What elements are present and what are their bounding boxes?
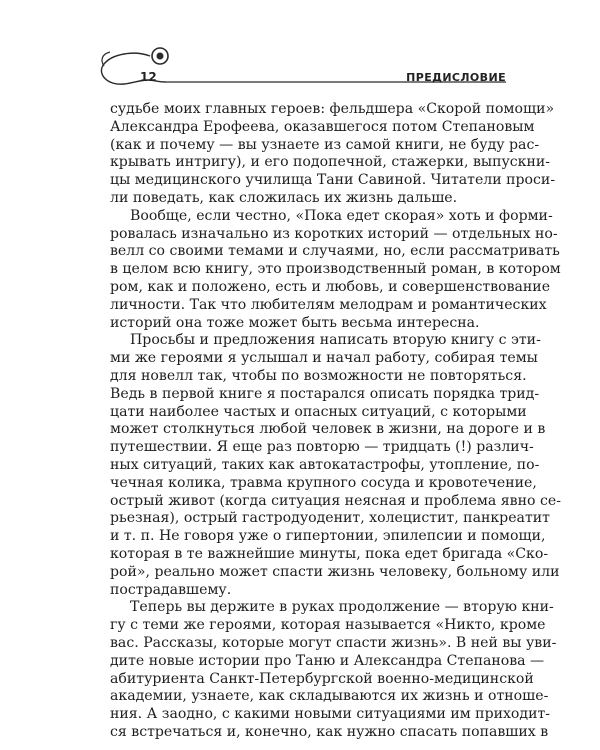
text-line: Ведь в первой книге я постарался описать порядка трид-: [110, 385, 540, 402]
text-line: для новелл так, чтобы по возможности не повторяться.: [110, 367, 527, 384]
text-line: велл со своими темами и случаями, но, если рассматривать: [110, 243, 560, 260]
text-line: абитуриента Санкт-Петербургской военно-медицинской: [110, 670, 534, 687]
text-line: чечная колика, травма крупного сосуда и кровотечение,: [110, 474, 537, 491]
page-header: [0, 0, 600, 100]
text-line: ных ситуаций, таких как автокатастрофы, утопление, по-: [110, 456, 540, 473]
text-line: ния. А заодно, с какими новыми ситуациями им приходит-: [110, 706, 551, 723]
paragraph: [110, 207, 561, 333]
text-line: цати наиболее частых и опасных ситуаций, с которыми: [110, 403, 527, 420]
text-line: цы медицинского училища Тани Савиной. Читатели проси-: [110, 172, 556, 189]
text-line: Теперь вы держите в руках продолжение — вторую кни-: [130, 599, 554, 616]
text-line: ся встречаться и, конечно, как нужно спасать попавших в: [110, 723, 549, 740]
text-line: (как и почему — вы узнаете из самой книги, не буду рас-: [110, 136, 540, 153]
text-line: гу с теми же героями, которая называется «Никто, кроме: [110, 617, 546, 634]
text-line: острый живот (когда ситуация неясная и проблема явно се-: [110, 492, 561, 509]
page-number: 12: [140, 70, 157, 84]
paragraph: [110, 599, 557, 741]
text-line: дите новые истории про Таню и Александра Степанова —: [110, 652, 545, 669]
text-line: рьезная), острый гастродуоденит, холецистит, панкреатит: [110, 510, 550, 527]
text-line: которая в те важнейшие минуты, пока едет бригада «Ско-: [110, 545, 549, 562]
text-line: Александра Ерофеева, оказавшегося потом Степановым: [110, 118, 535, 135]
text-line: академии, узнаете, как складываются их жизнь и отноше-: [110, 688, 549, 705]
stethoscope-icon: [0, 0, 600, 100]
text-line: путешествии. Я еще раз повторю — тридцать (!) различ-: [110, 439, 534, 456]
text-line: Вообще, если честно, «Пока едет скорая» хоть и форми-: [130, 207, 553, 224]
text-line: судьбе моих главных героев: фельдшера «Скорой помощи»: [110, 101, 555, 117]
text-line: ром, как и положено, есть и любовь, и совершенствование: [110, 278, 551, 295]
paragraph: [110, 332, 561, 599]
text-line: личности. Так что любителям мелодрам и романтических: [110, 296, 547, 313]
paragraph: [110, 101, 556, 208]
text-line: в целом всю книгу, это производственный роман, в котором: [110, 261, 561, 278]
running-title: ПРЕДИСЛОВИЕ: [406, 71, 506, 84]
text-line: Просьбы и предложения написать вторую книгу с эти-: [130, 332, 541, 349]
text-line: ровалась изначально из коротких историй — отдельных но-: [110, 225, 558, 242]
text-line: историй она тоже может быть весьма интересна.: [110, 314, 480, 331]
body-text: [110, 101, 561, 742]
text-line: крывать интригу), и его подопечной, стажерки, выпускни-: [110, 154, 551, 171]
text-line: рой», реально может спасти жизнь человеку, больному или: [110, 563, 560, 580]
text-line: ми же героями я услышал и начал работу, собирая темы: [110, 350, 538, 367]
text-line: ли поведать, как сложилась их жизнь дальше.: [110, 189, 458, 206]
text-line: и т. п. Не говоря уже о гипертонии, эпилепсии и помощи,: [110, 528, 546, 545]
text-line: может столкнуться любой человек в жизни, на дороге и в: [110, 421, 546, 438]
text-line: вас. Рассказы, которые могут спасти жизнь». В ней вы уви-: [110, 634, 557, 651]
text-line: пострадавшему.: [110, 581, 232, 598]
